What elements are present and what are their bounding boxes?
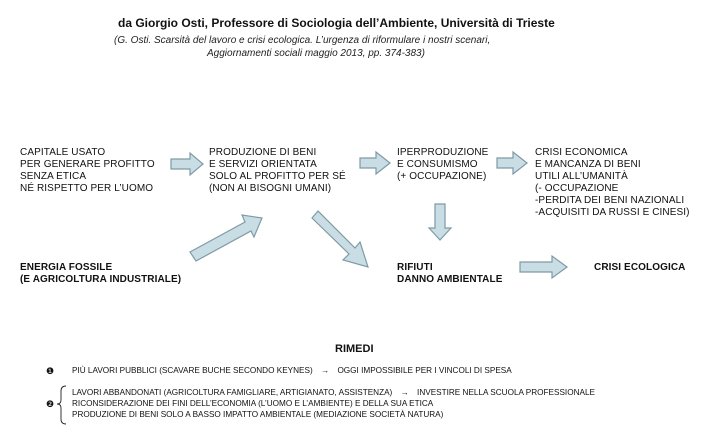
- box-produzione-line: PRODUZIONE DI BENI: [209, 147, 317, 158]
- remedy-2-line1: [72, 388, 595, 398]
- box-crisi-economica-line: -PERDITA DEI BENI NAZIONALI: [535, 195, 685, 206]
- box-iperproduzione-line: IPERPRODUZIONE: [397, 147, 489, 158]
- box-capitale-line: CAPITALE USATO: [20, 147, 106, 158]
- remedy-2-line2: RICONSIDERAZIONE DEI FINI DELL’ECONOMIA (L’UOMO E L’AMBIENTE) E DELLA SUA ETICA: [72, 399, 434, 408]
- box-crisi-economica-line: CRISI ECONOMICA: [535, 147, 628, 158]
- box-crisi-economica-line: UTILI ALL’UMANITÀ: [535, 171, 628, 182]
- brace-icon: [57, 386, 66, 424]
- box-crisi-economica-line: (- OCCUPAZIONE: [535, 183, 619, 194]
- remedy-1-right: OGGI IMPOSSIBILE PER I VINCOLI DI SPESA: [337, 366, 512, 375]
- box-iperproduzione-line: (+ OCCUPAZIONE): [397, 171, 487, 182]
- bullet-2-marker: ❷: [46, 399, 55, 409]
- box-energia-line: ENERGIA FOSSILE: [20, 262, 113, 273]
- box-energia-line: (E AGRICOLTURA INDUSTRIALE): [20, 274, 182, 285]
- header-citation-line2: Aggiornamenti sociali maggio 2013, pp. 374-383): [207, 48, 425, 59]
- remedy-2-line1-left: LAVORI ABBANDONATI (AGRICOLTURA FAMIGLIARE, ARTIGIANATO, ASSISTENZA): [72, 388, 393, 397]
- remedy-2-line1-right: INVESTIRE NELLA SCUOLA PROFESSIONALE: [417, 388, 595, 397]
- box-produzione-line: E SERVIZI ORIENTATA: [209, 159, 317, 170]
- box-produzione-line: (NON AI BISOGNI UMANI): [209, 183, 332, 194]
- header-title: da Giorgio Osti, Professore di Sociologia dell’Ambiente, Università di Trieste: [118, 16, 555, 30]
- remedy-2-line3: PRODUZIONE DI BENI SOLO A BASSO IMPATTO AMBIENTALE (MEDIAZIONE SOCIETÀ NATURA): [72, 410, 444, 419]
- box-iperproduzione-line: E CONSUMISMO: [397, 159, 478, 170]
- arrow-icon: →: [320, 366, 330, 375]
- box-capitale-line: NÉ RISPETTO PER L’UOMO: [20, 183, 154, 194]
- box-crisi-economica-line: -ACQUISITI DA RUSSI E CINESI): [535, 207, 690, 218]
- box-rifiuti-line: RIFIUTI: [397, 262, 433, 273]
- box-capitale-line: SENZA ETICA: [20, 171, 87, 182]
- box-rifiuti-line: DANNO AMBIENTALE: [397, 274, 503, 285]
- box-capitale-line: PER GENERARE PROFITTO: [20, 159, 155, 170]
- box-produzione-line: SOLO AL PROFITTO PER SÉ: [209, 171, 346, 182]
- arrow-icon: →: [400, 388, 409, 397]
- box-crisi-economica-line: E MANCANZA DI BENI: [535, 159, 641, 170]
- remedies-title: RIMEDI: [335, 343, 374, 355]
- remedy-1-left: PIÙ LAVORI PUBBLICI (SCAVARE BUCHE SECONDO KEYNES): [72, 366, 313, 375]
- header-citation-line1: (G. Osti. Scarsità del lavoro e crisi ecologica. L’urgenza di riformulare i nostri scenari,: [114, 35, 491, 46]
- box-crisi-ecologica-line: CRISI ECOLOGICA: [594, 262, 686, 273]
- bullet-1-marker: ❶: [46, 366, 55, 376]
